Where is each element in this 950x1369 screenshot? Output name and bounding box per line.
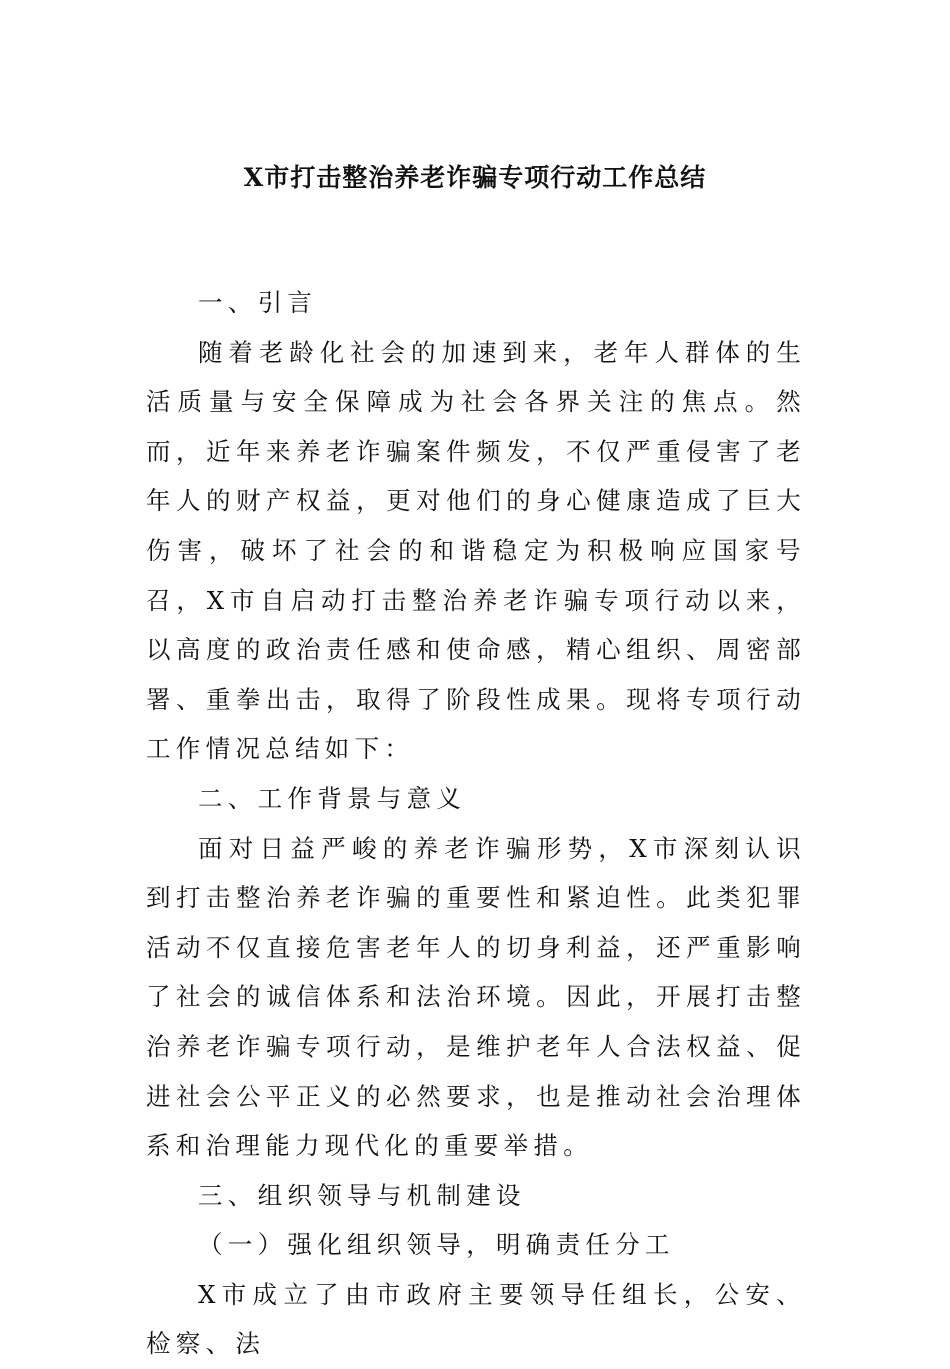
paragraph-intro: 随着老龄化社会的加速到来，老年人群体的生活质量与安全保障成为社会各界关注的焦点。然而，近年来养老诈骗案件频发，不仅严重侵害了老年人的财产权益，更对他们的身心健康造成了巨大伤害，破坏了社会的和谐稳定为积极响应国家号召，X市自启动打击整治养老诈骗专项行动以来，以高度的政治责任感和使命感，精心组织、周密部署、重拳出击，取得了阶段性成果。现将专项行动工作情况总结如下： xyxy=(146,337,806,764)
paragraph-leadership: X市成立了由市政府主要领导任组长，公安、检察、法 xyxy=(146,1279,806,1359)
paragraph-background: 面对日益严峻的养老诈骗形势，X市深刻认识到打击整治养老诈骗的重要性和紧迫性。此类犯罪活动不仅直接危害老年人的切身利益，还严重影响了社会的诚信体系和法治环境。因此，开展打击整治养老诈骗专项行动，是维护老年人合法权益、促进社会公平正义的必然要求，也是推动社会治理体系和治理能力现代化的重要举措。 xyxy=(146,833,806,1161)
subsection-heading-leadership: （一）强化组织领导，明确责任分工 xyxy=(198,1230,675,1260)
section-heading-organization: 三、组织领导与机制建设 xyxy=(198,1180,526,1210)
document-title: X市打击整治养老诈骗专项行动工作总结 xyxy=(243,163,707,192)
document-body xyxy=(146,278,806,1369)
section-heading-intro: 一、引言 xyxy=(198,288,318,317)
section-heading-background: 二、工作背景与意义 xyxy=(198,783,467,813)
